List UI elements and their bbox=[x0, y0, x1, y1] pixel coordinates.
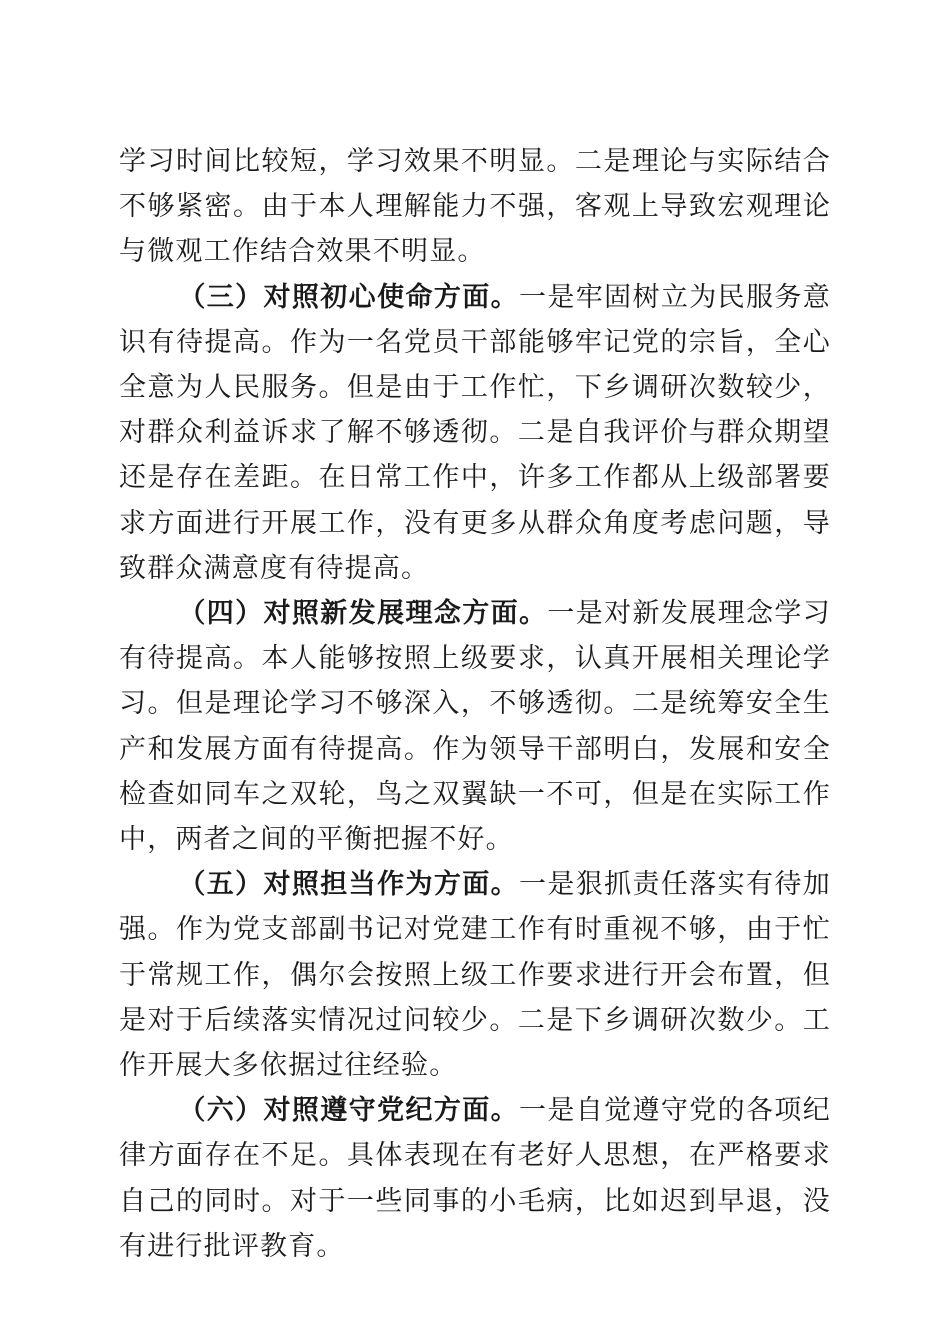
paragraph-continuation bbox=[119, 139, 831, 275]
paragraph-development bbox=[119, 591, 831, 862]
paragraph-body: 学习时间比较短，学习效果不明显。二是理论与实际结合不够紧密。由于本人理解能力不强，客观上导致宏观理论与微观工作结合效果不明显。 bbox=[119, 146, 831, 268]
paragraph-body: 一是自觉遵守党的各项纪律方面存在不足。具体表现在有老好人思想，在严格要求自己的同时。对于一些同事的小毛病，比如迟到早退，没有进行批评教育。 bbox=[119, 1095, 832, 1262]
paragraph-body: 一是狠抓责任落实有待加强。作为党支部副书记对党建工作有时重视不够，由于忙于常规工作，偶尔会按照上级工作要求进行开会布置，但是对于后续落实情况过问较少。二是下乡调研次数少。工作开展大多依据过往经验。 bbox=[119, 869, 832, 1082]
paragraph-heading: （三）对照初心使命方面。 bbox=[178, 281, 519, 313]
document-page bbox=[119, 139, 831, 1269]
paragraph-body: 一是牢固树立为民服务意识有待提高。作为一名党员干部能够牢记党的宗旨，全心全意为人民服务。但是由于工作忙，下乡调研次数较少，对群众利益诉求了解不够透彻。二是自我评价与群众期望还是存在差距。在日常工作中，许多工作都从上级部署要求方面进行开展工作，没有更多从群众角度考虑问题，导致群众满意度有待提高。 bbox=[119, 281, 832, 584]
paragraph-heading: （五）对照担当作为方面。 bbox=[178, 869, 519, 901]
paragraph-heading: （四）对照新发展理念方面。 bbox=[178, 598, 548, 630]
paragraph-responsibility bbox=[119, 862, 831, 1088]
paragraph-mission bbox=[119, 275, 831, 591]
paragraph-body: 一是对新发展理念学习有待提高。本人能够按照上级要求，认真开展相关理论学习。但是理论学习不够深入，不够透彻。二是统筹安全生产和发展方面有待提高。作为领导干部明白，发展和安全检查如同车之双轮，鸟之双翼缺一不可，但是在实际工作中，两者之间的平衡把握不好。 bbox=[119, 598, 831, 856]
paragraph-heading: （六）对照遵守党纪方面。 bbox=[178, 1095, 519, 1127]
paragraph-discipline bbox=[119, 1088, 831, 1269]
